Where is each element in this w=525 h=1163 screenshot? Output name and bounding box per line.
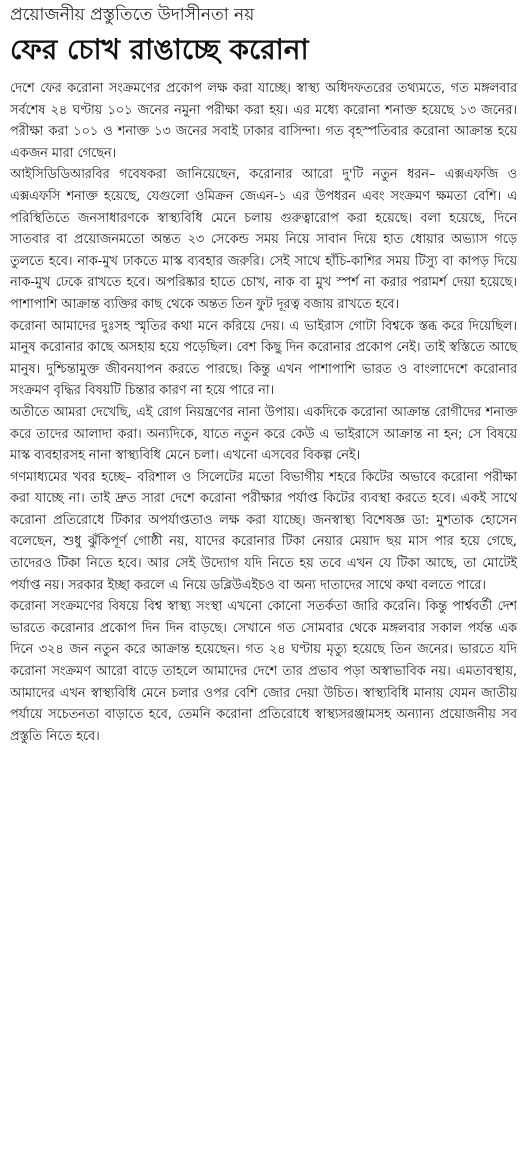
- article-kicker: প্রয়োজনীয় প্রস্তুতিতে উদাসীনতা নয়: [10, 5, 255, 25]
- paragraph: গণমাধ্যমের খবর হচ্ছে– বরিশাল ও সিলেটের মতো বিভাগীয় শহরে কিটের অভাবে করোনা পরীক্ষা করা যাচ্ছে না। তাই দ্রুত সারা দেশে করোনা পরীক্ষার পর্যাপ্ত কিটের ব্যবস্থা করতে হবে। একই সাথে করোনা প্রতিরোধে টিকার অপর্যাপ্ততাও লক্ষ করা যাচ্ছে। জনস্বাস্থ্য বিশেষজ্ঞ ডা: মুশতাক হোসেন বলেছেন, শুধু ঝুঁকিপূর্ণ গোষ্ঠী নয়, যাদের করোনার টিকা নেয়ার মেয়াদ ছয় মাস পার হয়ে গেছে, তাদেরও টিকা নিতে হবে। আর সেই উদ্যোগ যদি নিতে হয় তবে এখন যে টিকা আছে, তা মোটেই পর্যাপ্ত নয়। সরকার ইচ্ছা করলে এ নিয়ে ডব্লিউএইচও বা অন্য দাতাদের সাথে কথা বলতে পারে।: [10, 469, 517, 593]
- paragraph: আইসিডিডিআরবির গবেষকরা জানিয়েছেন, করোনার আরো দু'টি নতুন ধরন– এক্সএফজি ও এক্সএফসি শনাক্ত হয়েছে, যেগুলো ওমিক্রন জেএন-১ এর উপধরন এবং সংক্রমণ ক্ষমতা বেশি। এ পরিস্থিতিতে জনসাধারণকে স্বাস্থ্যবিধি মেনে চলায় গুরুত্বারোপ করা হয়েছে। বলা হয়েছে, দিনে সাতবার বা প্রয়োজনমতো অন্তত ২৩ সেকেন্ড সময় নিয়ে সাবান দিয়ে হাত ধোয়ার অভ্যাস গড়ে তুলতে হবে। নাক-মুখ ঢাকতে মাস্ক ব্যবহার জরুরি। সেই সাথে হাঁচি-কাশির সময় টিস্যু বা কাপড় দিয়ে নাক-মুখ ঢেকে রাখতে হবে। অপরিষ্কার হাতে চোখ, নাক বা মুখ স্পর্শ না করার পরামর্শ দেয়া হয়েছে। পাশাপাশি আক্রান্ত ব্যক্তির কাছ থেকে অন্তত তিন ফুট দূরত্ব বজায় রাখতে হবে।: [10, 167, 517, 312]
- article-body: [6, 78, 519, 747]
- paragraph: করোনা আমাদের দুঃসহ স্মৃতির কথা মনে করিয়ে দেয়। এ ভাইরাস গোটা বিশ্বকে স্তব্ধ করে দিয়েছিল। মানুষ করোনার কাছে অসহায় হয়ে পড়েছিল। বেশ কিছু দিন করোনার প্রকোপ নেই। তাই স্বস্তিতে আছে মানুষ। দুশ্চিন্তামুক্ত জীবনযাপন করতে পারছে। কিন্তু এখন পাশাপাশি ভারত ও বাংলাদেশে করোনার সংক্রমণ বৃদ্ধির বিষয়টি চিন্তার কারণ না হয়ে পারে না।: [10, 318, 517, 399]
- article-headline: ফের চোখ রাঙাচ্ছে করোনা: [10, 33, 309, 66]
- paragraph: অতীতে আমরা দেখেছি, এই রোগ নিয়ন্ত্রণের নানা উপায়। একদিকে করোনা আক্রান্ত রোগীদের শনাক্ত করে তাদের আলাদা করা। অন্যদিকে, যাতে নতুন করে কেউ এ ভাইরাসে আক্রান্ত না হন; সে বিষয়ে মাস্ক ব্যবহারসহ নানা স্বাস্থ্যবিধি মেনে চলা। এখনো এসবের বিকল্প নেই।: [10, 404, 517, 464]
- paragraph: দেশে ফের করোনা সংক্রমণের প্রকোপ লক্ষ করা যাচ্ছে। স্বাস্থ্য অধিদফতরের তথ্যমতে, গত মঙ্গলবার সর্বশেষ ২৪ ঘণ্টায় ১০১ জনের নমুনা পরীক্ষা করা হয়। এর মধ্যে করোনা শনাক্ত হয়েছে ১৩ জনের। পরীক্ষা করা ১০১ ও শনাক্ত ১৩ জনের সবাই ঢাকার বাসিন্দা। গত বৃহস্পতিবার করোনা আক্রান্ত হয়ে একজন মারা গেছেন।: [10, 81, 517, 161]
- paragraph: করোনা সংক্রমণের বিষয়ে বিশ্ব স্বাস্থ্য সংস্থা এখনো কোনো সতর্কতা জারি করেনি। কিন্তু পার্শ্ববর্তী দেশ ভারতে করোনার প্রকোপ দিন দিন বাড়ছে। সেখানে গত সোমবার থেকে মঙ্গলবার সকাল পর্যন্ত এক দিনে ৩২৪ জন নতুন করে আক্রান্ত হয়েছেন। গত ২৪ ঘণ্টায় মৃত্যু হয়েছে তিন জনের। ভারতে যদি করোনা সংক্রমণ আরো বাড়ে তাহলে আমাদের দেশে তার প্রভাব পড়া অস্বাভাবিক নয়। এমতাবস্থায়, আমাদের এখন স্বাস্থ্যবিধি মেনে চলার ওপর বেশি জোর দেয়া উচিত। স্বাস্থ্যবিধি মানায় যেমন জাতীয় পর্যায়ে সচেতনতা বাড়াতে হবে, তেমনি করোনা প্রতিরোধে স্বাস্থ্যসরঞ্জামসহ অন্যান্য প্রয়োজনীয় সব প্রস্তুতি নিতে হবে।: [10, 599, 517, 744]
